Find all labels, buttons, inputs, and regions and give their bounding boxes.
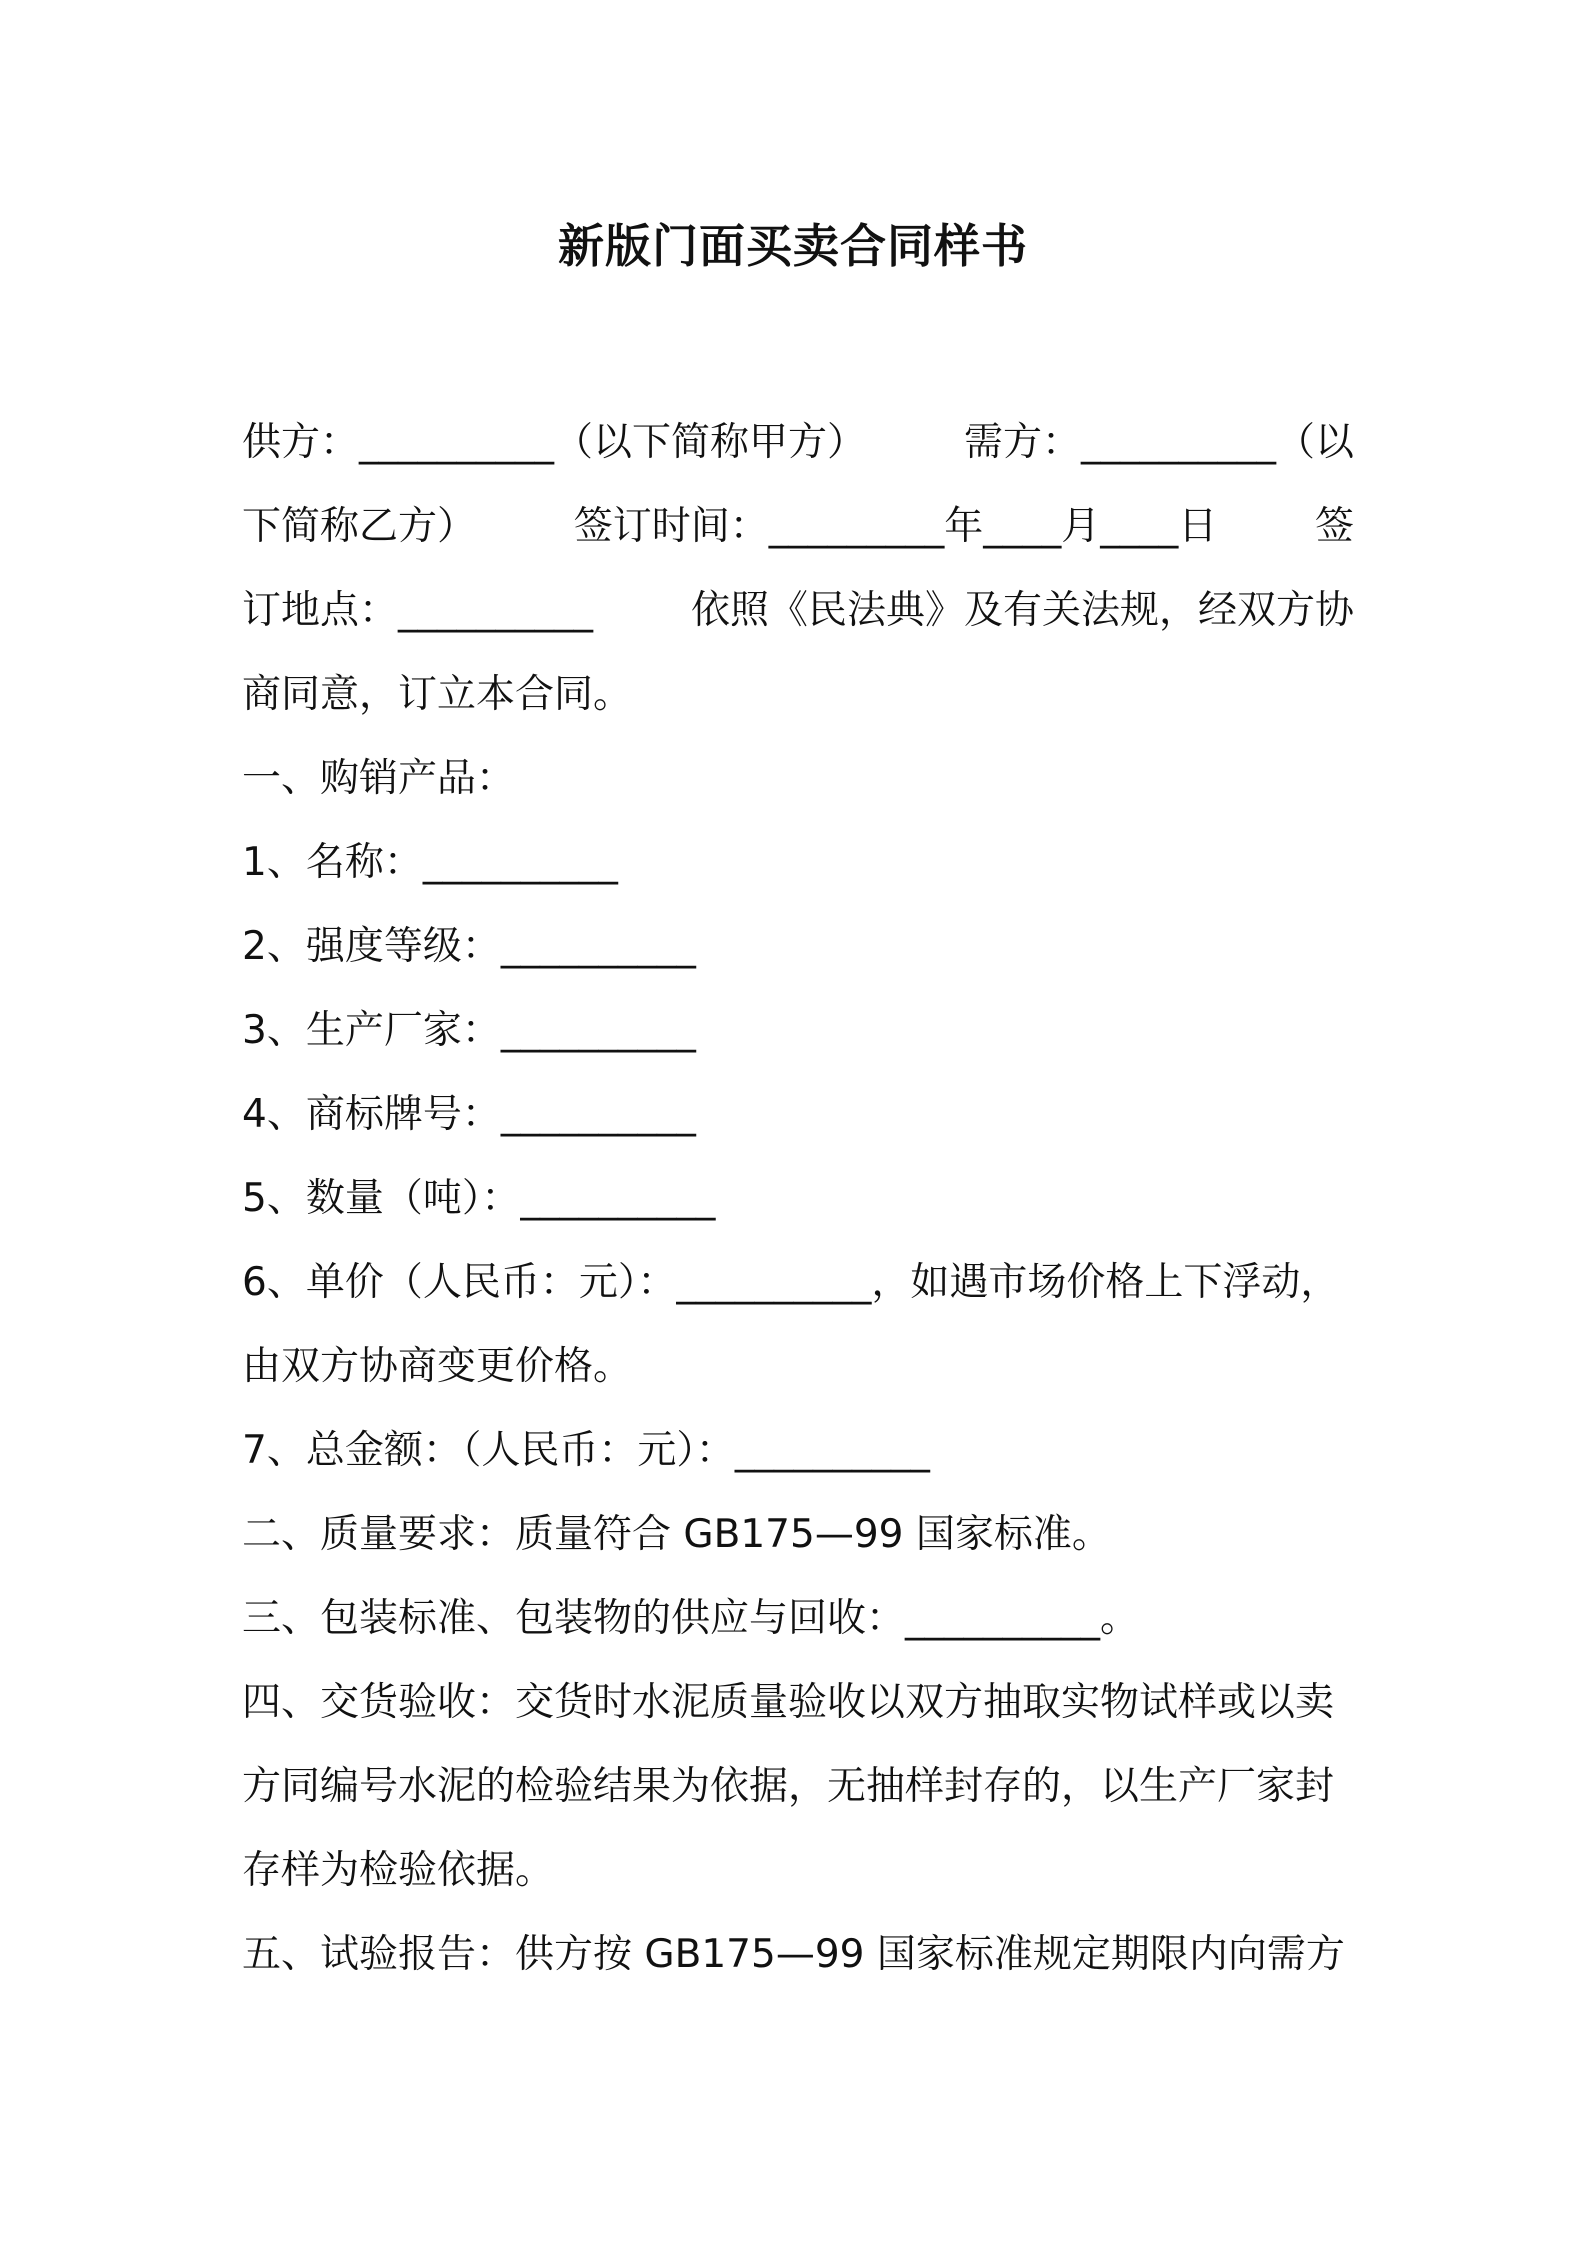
- section-5-line-1: 五、试验报告：供方按 GB175—99 国家标准规定期限内向需方: [242, 1932, 1345, 1977]
- intro-tail: 商同意，订立本合同。: [242, 672, 633, 717]
- section-2-quality: 二、质量要求：质量符合 GB175—99 国家标准。: [242, 1512, 1111, 1557]
- item-unit-price-line-2: 由双方协商变更价格。: [242, 1344, 633, 1389]
- item-total-amount: 7、总金额：（人民币：元）：__________: [242, 1428, 930, 1473]
- intro-line-2: [242, 485, 1354, 569]
- intro-line-1: [242, 401, 1354, 485]
- supplier-field: 供方：__________（以下简称甲方）: [242, 420, 867, 465]
- document-body: [242, 401, 1354, 1997]
- section-4-line-2: 方同编号水泥的检验结果为依据，无抽样封存的，以生产厂家封: [242, 1764, 1335, 1809]
- section-1-heading: 一、购销产品：: [242, 756, 516, 801]
- section-4-line-3: 存样为检验依据。: [242, 1848, 555, 1893]
- legal-basis-text: 依照《民法典》及有关法规，经双方协: [690, 588, 1354, 633]
- item-name: 1、名称：__________: [242, 840, 618, 885]
- item-strength-grade: 2、强度等级：__________: [242, 924, 696, 969]
- section-4-line-1: 四、交货验收：交货时水泥质量验收以双方抽取实物试样或以卖: [242, 1680, 1335, 1725]
- buyer-alias-text: 下简称乙方）: [242, 504, 477, 549]
- buyer-field: 需方：__________（以: [963, 420, 1354, 465]
- signing-place-field: 订地点：__________: [242, 588, 594, 633]
- intro-line-3: [242, 569, 1354, 653]
- item-quantity: 5、数量（吨）：__________: [242, 1176, 716, 1221]
- item-manufacturer: 3、生产厂家：__________: [242, 1008, 696, 1053]
- signing-date-field: 签订时间：_________年____月____日: [573, 504, 1218, 549]
- item-trademark: 4、商标牌号：__________: [242, 1092, 696, 1137]
- section-3-packaging: 三、包装标准、包装物的供应与回收：__________。: [242, 1596, 1140, 1641]
- signing-place-start: 签: [1314, 504, 1354, 549]
- document-title: 新版门面买卖合同样书: [558, 219, 1028, 273]
- item-unit-price-line-1: 6、单价（人民币：元）：__________，如遇市场价格上下浮动，: [242, 1260, 1340, 1305]
